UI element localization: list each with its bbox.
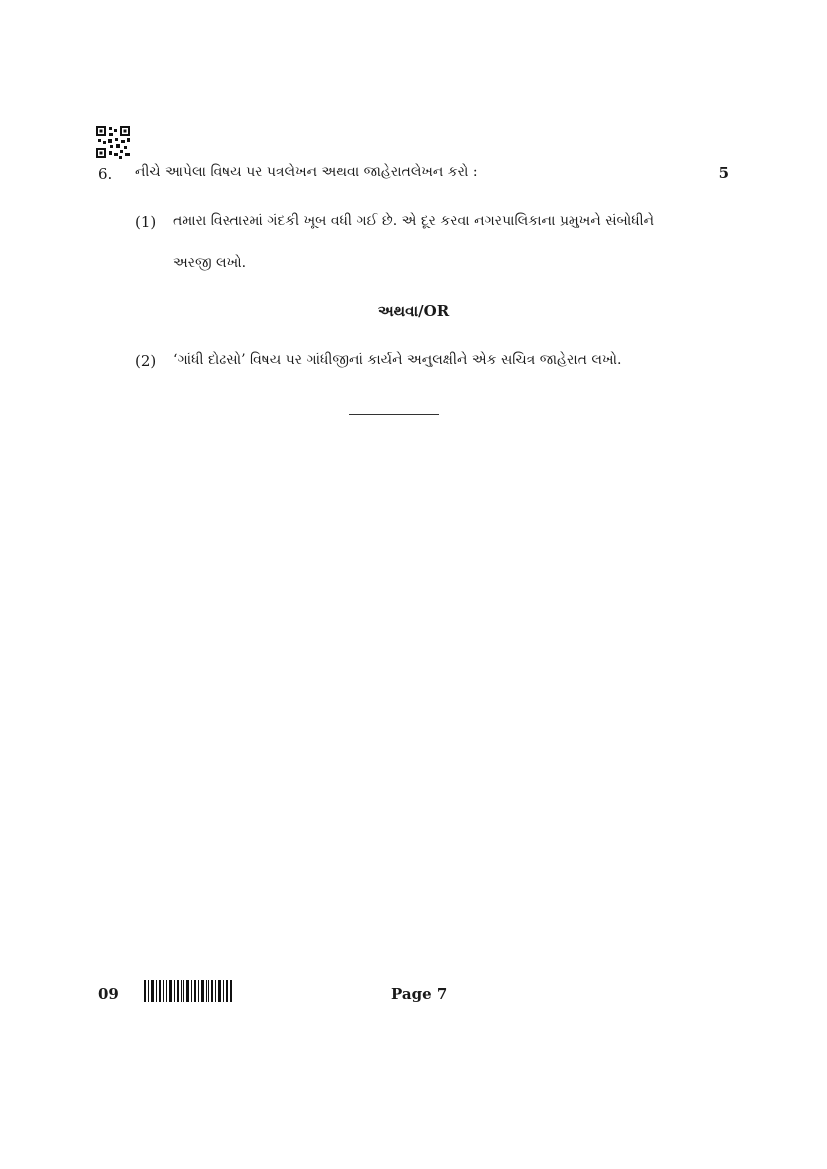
option-2-number: (2) <box>135 352 157 370</box>
question-text: નીચે આપેલા વિષય પર પત્રલેખન અથવા જાહેરાતલેખન કરો : <box>135 164 478 180</box>
option-1-number: (1) <box>135 213 157 231</box>
or-separator: અથવા/OR <box>377 302 450 320</box>
end-rule <box>349 414 439 415</box>
barcode <box>144 980 232 1002</box>
option-2-text: ‘ગાંધી દોઢસો’ વિષય પર ગાંધીજીનાં કાર્યને અનુલક્ષીને એક સચિત્ર જાહેરાત લખો. <box>173 352 622 368</box>
question-number: 6. <box>98 165 113 183</box>
page-number: Page 7 <box>391 985 448 1003</box>
option-1-text: તમારા વિસ્તારમાં ગંદકી ખૂબ વધી ગઈ છે. એ દૂર કરવા નગરપાલિકાના પ્રમુખને સંબોધીને <box>173 213 655 229</box>
qr-code <box>96 126 132 160</box>
option-1-text-continued: અરજી લખો. <box>173 255 247 271</box>
paper-code: 09 <box>98 985 119 1003</box>
question-marks: 5 <box>718 164 729 182</box>
